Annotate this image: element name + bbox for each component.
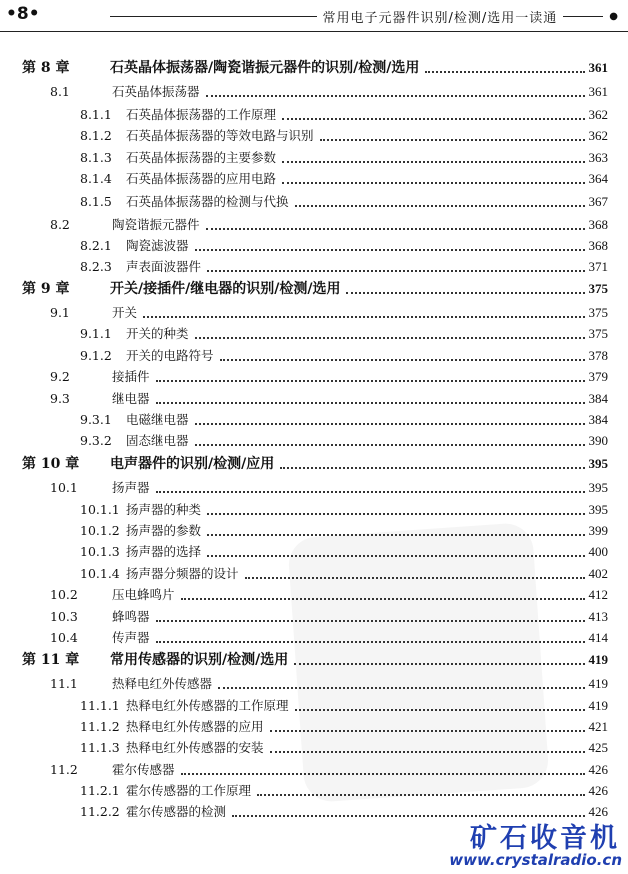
site-logo-text: 矿石收音机: [470, 823, 620, 854]
toc-entry-number: 9.3: [50, 391, 70, 406]
toc-entry-number: 10.1.2: [80, 523, 120, 538]
toc-entry-sub: [80, 779, 608, 799]
dot-leader: [282, 182, 584, 184]
toc-entry-section: [50, 213, 608, 233]
toc-entry-number: 9.1.1: [80, 326, 112, 341]
toc-entry-title: 陶瓷谐振元器件: [112, 217, 200, 232]
toc-entry-sub: [80, 322, 608, 342]
toc-entry-number: 9.1.2: [80, 348, 112, 363]
toc-entry-page: 412: [588, 587, 608, 602]
toc-entry-number: 10.1.4: [80, 566, 120, 581]
toc-entry-number: 9.2: [50, 369, 70, 384]
toc-entry-page: 371: [588, 259, 608, 274]
toc-entry-page: 375: [588, 305, 608, 320]
toc-entry-title: 石英晶体振荡器的检测与代换: [126, 194, 289, 209]
dot-leader: [425, 71, 584, 73]
dot-leader: [295, 205, 585, 207]
toc-entry-sub: [80, 519, 608, 539]
dot-leader: [280, 467, 584, 469]
toc-entry-number: 第 9 章: [22, 281, 70, 297]
toc-entry-number: 11.2.1: [80, 783, 120, 798]
toc-entry-title: 电磁继电器: [126, 412, 189, 427]
toc-entry-title: 开关的种类: [126, 326, 189, 341]
toc-entry-title: 陶瓷滤波器: [126, 238, 189, 253]
toc-entry-number: 第 10 章: [22, 456, 80, 472]
dot-leader: [143, 316, 584, 318]
toc-entry-page: 426: [588, 804, 608, 819]
toc-entry-section: [50, 626, 608, 646]
dot-leader: [282, 118, 584, 120]
toc-entry-number: 8.1.2: [80, 128, 112, 143]
toc-entry-title: 声表面波器件: [126, 259, 202, 274]
toc-entry-sub: [80, 255, 608, 275]
toc-entry-sub: [80, 694, 608, 714]
dot-leader: [207, 270, 584, 272]
dot-leader: [220, 359, 585, 361]
toc-entry-page: 368: [588, 238, 608, 253]
toc-entry-title: 蜂鸣器: [112, 609, 150, 624]
running-header: [0, 0, 628, 32]
toc-entry-title: 石英晶体振荡器/陶瓷谐振元器件的识别/检测/选用: [110, 60, 420, 76]
toc-entry-sub: [80, 540, 608, 560]
dot-leader: [218, 687, 584, 689]
toc-entry-title: 扬声器的种类: [126, 502, 202, 517]
toc-entry-title: 开关的电路符号: [126, 348, 214, 363]
dot-leader: [156, 491, 585, 493]
toc-entry-sub: [80, 124, 608, 144]
dot-leader: [270, 730, 585, 732]
dot-leader: [195, 337, 585, 339]
toc-entry-page: 361: [588, 60, 608, 75]
toc-entry-sub: [80, 146, 608, 166]
site-logo-url: www.crystalradio.cn: [449, 851, 622, 869]
toc-entry-page: 384: [588, 412, 608, 427]
toc-entry-title: 热释电红外传感器的应用: [126, 719, 264, 734]
toc-entry-sub: [80, 715, 608, 735]
header-rule-left: [110, 16, 317, 17]
toc-entry-page: 368: [588, 217, 608, 232]
toc-entry-title: 开关/接插件/继电器的识别/检测/选用: [110, 281, 341, 297]
toc-entry-page: 395: [588, 480, 608, 495]
toc-entry-page: 363: [588, 150, 608, 165]
toc-entry-page: 384: [588, 391, 608, 406]
toc-entry-number: 10.4: [50, 630, 78, 645]
toc-entry-sub: [80, 234, 608, 254]
toc-entry-page: 390: [588, 433, 608, 448]
toc-entry-title: 石英晶体振荡器的等效电路与识别: [126, 128, 314, 143]
toc-entry-section: [50, 80, 608, 100]
toc-entry-page: 421: [588, 719, 608, 734]
toc-entry-section: [50, 476, 608, 496]
dot-leader: [270, 751, 585, 753]
toc-entry-page: 378: [588, 348, 608, 363]
dot-leader: [245, 577, 585, 579]
toc-entry-title: 扬声器分频器的设计: [126, 566, 239, 581]
dot-leader: [295, 709, 585, 711]
toc-entry-number: 8.1.1: [80, 107, 112, 122]
toc-entry-number: 11.1: [50, 676, 78, 691]
toc-entry-page: 419: [588, 698, 608, 713]
toc-entry-title: 石英晶体振荡器的主要参数: [126, 150, 277, 165]
toc-entry-number: 第 11 章: [22, 652, 80, 668]
dot-leader: [181, 773, 585, 775]
header-divider: [0, 31, 628, 32]
dot-leader: [207, 555, 584, 557]
toc-entry-title: 霍尔传感器: [112, 762, 175, 777]
dot-leader: [156, 641, 585, 643]
toc-entry-page: 367: [588, 194, 608, 209]
toc-entry-title: 石英晶体振荡器的应用电路: [126, 171, 277, 186]
toc-entry-sub: [80, 167, 608, 187]
dot-leader: [156, 380, 585, 382]
header-rule-right: [563, 16, 603, 17]
toc-entry-page: 362: [588, 107, 608, 122]
toc-entry-title: 传声器: [112, 630, 150, 645]
toc-entry-page: 375: [588, 326, 608, 341]
running-title: 常用电子元器件识别/检测/选用一读通: [322, 10, 558, 26]
toc-entry-title: 热释电红外传感器: [112, 676, 213, 691]
toc-entry-chapter: [22, 452, 608, 472]
toc-entry-page: 361: [588, 84, 608, 99]
toc-entry-page: 362: [588, 128, 608, 143]
toc-entry-number: 11.1.3: [80, 740, 120, 755]
toc-entry-number: 8.2.3: [80, 259, 112, 274]
toc-entry-page: 419: [588, 652, 608, 667]
toc-entry-title: 石英晶体振荡器: [112, 84, 200, 99]
toc-entry-title: 石英晶体振荡器的工作原理: [126, 107, 277, 122]
toc-entry-title: 电声器件的识别/检测/应用: [110, 456, 275, 472]
toc-entry-title: 扬声器的选择: [126, 544, 202, 559]
toc-entry-page: 419: [588, 676, 608, 691]
dot-leader: [195, 423, 585, 425]
toc-entry-number: 11.1.2: [80, 719, 120, 734]
toc-entry-page: 425: [588, 740, 608, 755]
toc-entry-page: 402: [588, 566, 608, 581]
toc-entry-title: 压电蜂鸣片: [112, 587, 175, 602]
toc-entry-sub: [80, 344, 608, 364]
dot-leader: [207, 534, 584, 536]
dot-leader: [207, 513, 584, 515]
toc-entry-title: 热释电红外传感器的工作原理: [126, 698, 289, 713]
toc-entry-number: 11.1.1: [80, 698, 120, 713]
toc-entry-title: 热释电红外传感器的安装: [126, 740, 264, 755]
toc-entry-number: 8.2.1: [80, 238, 112, 253]
running-title-bar: [110, 6, 618, 26]
toc-entry-section: [50, 583, 608, 603]
toc-entry-page: 426: [588, 783, 608, 798]
toc-entry-title: 固态继电器: [126, 433, 189, 448]
dot-leader: [195, 444, 585, 446]
toc-entry-page: 414: [588, 630, 608, 645]
toc-entry-number: 8.2: [50, 217, 70, 232]
toc-entry-number: 8.1.5: [80, 194, 112, 209]
toc-entry-sub: [80, 408, 608, 428]
toc-entry-number: 10.2: [50, 587, 78, 602]
toc-entry-page: 400: [588, 544, 608, 559]
toc-entry-title: 扬声器的参数: [126, 523, 202, 538]
dot-leader: [195, 249, 585, 251]
toc-entry-title: 扬声器: [112, 480, 150, 495]
toc-entry-number: 9.1: [50, 305, 70, 320]
toc-entry-page: 395: [588, 456, 608, 471]
toc-entry-page: 413: [588, 609, 608, 624]
dot-leader: [156, 620, 585, 622]
dot-leader: [206, 228, 585, 230]
toc-entry-sub: [80, 736, 608, 756]
toc-entry-page: 395: [588, 502, 608, 517]
toc-entry-sub: [80, 429, 608, 449]
toc-entry-title: 接插件: [112, 369, 150, 384]
dot-leader: [181, 598, 585, 600]
toc-entry-page: 426: [588, 762, 608, 777]
toc-entry-title: 霍尔传感器的工作原理: [126, 783, 252, 798]
toc-entry-number: 10.1.3: [80, 544, 120, 559]
toc-entry-title: 开关: [112, 305, 138, 320]
toc-entry-page: 375: [588, 281, 608, 296]
toc-entry-number: 9.3.1: [80, 412, 112, 427]
toc-entry-section: [50, 758, 608, 778]
toc-entry-sub: [80, 190, 608, 210]
toc-entry-page: 399: [588, 523, 608, 538]
toc-entry-number: 8.1: [50, 84, 70, 99]
toc-entry-sub: [80, 562, 608, 582]
toc-entry-number: 10.1.1: [80, 502, 120, 517]
toc-entry-title: 常用传感器的识别/检测/选用: [110, 652, 289, 668]
toc-entry-number: 11.2.2: [80, 804, 120, 819]
toc-entry-number: 第 8 章: [22, 60, 70, 76]
toc-entry-number: 8.1.4: [80, 171, 112, 186]
toc-entry-sub: [80, 103, 608, 123]
toc-entry-section: [50, 672, 608, 692]
toc-entry-number: 8.1.3: [80, 150, 112, 165]
toc-entry-section: [50, 387, 608, 407]
dot-leader: [320, 139, 585, 141]
dot-leader: [282, 161, 584, 163]
dot-leader: [156, 402, 585, 404]
toc-entry-page: 379: [588, 369, 608, 384]
toc-entry-title: 继电器: [112, 391, 150, 406]
dot-leader: [257, 794, 584, 796]
toc-entry-title: 霍尔传感器的检测: [126, 804, 227, 819]
toc-entry-section: [50, 365, 608, 385]
toc-entry-number: 10.3: [50, 609, 78, 624]
toc-entry-section: [50, 605, 608, 625]
dot-leader: [206, 95, 585, 97]
toc-entry-chapter: [22, 648, 608, 668]
toc-entry-number: 9.3.2: [80, 433, 112, 448]
header-bullet-icon: ●: [609, 10, 618, 22]
dot-leader: [294, 663, 584, 665]
toc-entry-section: [50, 301, 608, 321]
toc-entry-chapter: [22, 56, 608, 76]
toc-entry-page: 364: [588, 171, 608, 186]
page-number: •8•: [6, 4, 40, 24]
toc-entry-sub: [80, 498, 608, 518]
dot-leader: [346, 292, 584, 294]
toc-entry-chapter: [22, 277, 608, 297]
toc-entry-number: 11.2: [50, 762, 78, 777]
toc-entry-number: 10.1: [50, 480, 78, 495]
